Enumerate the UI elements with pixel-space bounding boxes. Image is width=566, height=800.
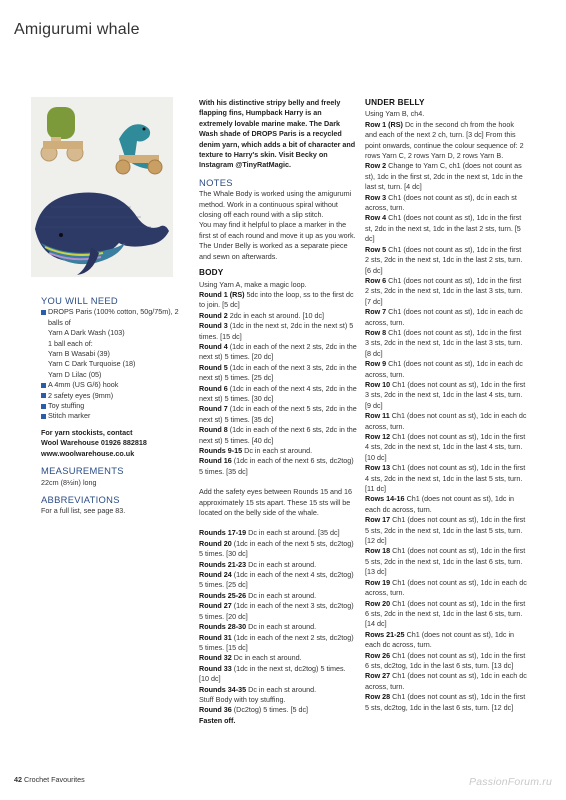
notes-paragraph: The Whale Body is worked using the amigurumi method. Work in a continuous spiral without closing off each round with a slip stitch.	[199, 189, 352, 220]
pattern-row: Rounds 28-30 Dc in each st around.	[199, 622, 317, 632]
pattern-row: Round 33 (1dc in the next st, dc2tog) 5 times. [10 dc]	[199, 663, 346, 684]
pattern-row: Round 27 (1dc in each of the next 3 sts, dc2tog) 5 times. [20 dc]	[199, 601, 354, 621]
eyes-note: Add the safety eyes between Rounds 15 and 16 approximately 15 sts apart. These 15 sts will be located on the belly side of the whale.	[199, 487, 353, 518]
stuff-instruction: Stuff Body with toy stuffing.	[199, 694, 286, 704]
magazine-name: Crochet Favourites	[24, 775, 85, 784]
bullet-square-icon	[41, 414, 46, 419]
pattern-row: Row 1 (RS) Dc in the second ch from the hook and each of the next 2 ch, turn. [3 dc] From this point onwards, continue the colour sequence of: 2 rows Yarn C, 2 rows Yarn D, 2 rows Yarn B.	[365, 119, 524, 161]
pattern-row: Row 9 Ch1 (does not count as st), 1dc in each dc across, turn.	[365, 359, 523, 379]
bullet-square-icon	[41, 404, 46, 409]
round-line: Round 36 (Dc2tog) 5 times. [5 dc]	[199, 705, 309, 715]
pattern-row: Round 6 (1dc in each of the next 4 sts, 2dc in the next st) 5 times. [30 dc]	[199, 383, 357, 403]
pattern-row: Row 19 Ch1 (does not count as st), 1dc in each dc across, turn.	[365, 577, 527, 598]
materials-heading: YOU WILL NEED	[41, 295, 119, 306]
intro-paragraph: With his distinctive stripy belly and freely flapping fins, Humpback Harry is an extremely lovable marine make. The Dark Wash shade of DROPS Paris is a recycled denim yarn, which adds a bit of character and texture to Harry's skin. Visit Becky on Instagram @TinyRatMagic.	[199, 98, 356, 170]
material-item: DROPS Paris (100% cotton, 50g/75m), 2 balls of	[41, 307, 183, 328]
under-belly-heading: UNDER BELLY	[365, 98, 425, 107]
bullet-square-icon	[41, 383, 46, 388]
stockist-info: For yarn stockists, contact Wool Warehouse 01926 882818 www.woolwarehouse.co.uk	[41, 427, 147, 458]
pattern-row: Round 2 2dc in each st around. [10 dc]	[199, 310, 325, 320]
pattern-row: Rows 21-25 Ch1 (does not count as st), 1dc in each dc across, turn.	[365, 629, 515, 650]
pattern-row: Row 26 Ch1 (does not count as st), 1dc in the first 6 sts, dc2tog, 1dc in the last 6 sts, turn. [13 dc]	[365, 650, 526, 670]
material-item: Stitch marker	[41, 411, 183, 421]
pattern-row: Row 6 Ch1 (does not count as st), 1dc in the first 2 sts, 2dc in the next st, 1dc in the last 3 sts, turn. [7 dc]	[365, 275, 523, 306]
material-item: Toy stuffing	[41, 401, 183, 411]
pattern-row: Row 5 Ch1 (does not count as st), 1dc in the first 2 sts, 2dc in the next st, 1dc in the last 2 sts, turn. [6 dc]	[365, 244, 523, 275]
pattern-row: Round 1 (RS) 5dc into the loop, ss to the first dc to join. [5 dc]	[199, 289, 354, 310]
pattern-row: Round 20 (1dc in each of the next 5 sts, dc2tog) 5 times. [30 dc]	[199, 538, 354, 559]
pattern-row: Row 11 Ch1 (does not count as st), 1dc in each dc across, turn.	[365, 411, 527, 431]
materials-column	[41, 296, 183, 517]
measurements-value: 22cm (8½in) long	[41, 477, 97, 487]
page-number: 42	[14, 775, 22, 784]
material-item: Yarn B Wasabi (39)	[48, 349, 110, 359]
material-item: Yarn C Dark Turquoise (18)	[48, 359, 136, 369]
watermark: PassionForum.ru	[469, 776, 552, 788]
pattern-row: Row 27 Ch1 (does not count as st), 1dc in each dc across, turn.	[365, 671, 527, 691]
pattern-row: Rounds 34-35 Dc in each st around.	[199, 684, 317, 694]
page-footer	[14, 775, 85, 784]
pattern-row: Round 31 (1dc in each of the next 2 sts, dc2tog) 5 times. [15 dc]	[199, 632, 354, 652]
material-item: 1 ball each of:	[48, 338, 93, 348]
pattern-row: Row 17 Ch1 (does not count as st), 1dc in the first 5 sts, 2dc in the next st, 1dc in the last 5 sts, turn. [12 dc]	[365, 515, 526, 546]
pattern-row: Rounds 9-15 Dc in each st around.	[199, 446, 313, 455]
pattern-row: Rounds 25-26 Dc in each st around.	[199, 590, 317, 600]
page-title: Amigurumi whale	[14, 21, 140, 38]
material-item: Yarn D Lilac (05)	[48, 369, 102, 379]
body-column	[199, 98, 357, 726]
pattern-row: Round 4 (1dc in each of the next 2 sts, 2dc in the next st) 5 times. [20 dc]	[199, 341, 357, 362]
pattern-row: Row 7 Ch1 (does not count as st), 1dc in each dc across, turn.	[365, 307, 523, 327]
pattern-row: Rows 14-16 Ch1 (does not count as st), 1dc in each dc across, turn.	[365, 494, 515, 514]
under-belly-rows	[365, 120, 527, 713]
notes-paragraph: You may find it helpful to place a marker in the first st of each round and move it up as you work. The Under Belly is worked as a separate piece and sewn on afterwards.	[199, 220, 356, 261]
notes-heading: NOTES	[199, 176, 233, 188]
rounds-list-b	[199, 528, 357, 695]
pattern-row: Round 8 (1dc in each of the next 6 sts, 2dc in the next st) 5 times. [40 dc]	[199, 425, 357, 445]
material-item: Yarn A Dark Wash (103)	[48, 328, 125, 338]
fasten-off: Fasten off.	[199, 715, 236, 725]
pattern-row: Row 20 Ch1 (does not count as st), 1dc in the first 6 sts, 2dc in the next st, 1dc in the last 6 sts, turn. [14 dc]	[365, 598, 526, 629]
bullet-square-icon	[41, 310, 46, 315]
pattern-row: Row 18 Ch1 (does not count as st), 1dc in the first 5 sts, 2dc in the next st, 1dc in the last 6 sts, turn. [13 dc]	[365, 546, 526, 577]
pattern-row: Row 3 Ch1 (does not count as st), dc in each st across, turn.	[365, 192, 517, 213]
material-item: A 4mm (US G/6) hook	[41, 380, 183, 390]
abbreviations-text: For a full list, see page 83.	[41, 506, 126, 516]
pattern-row: Row 10 Ch1 (does not count as st), 1dc in the first 3 sts, 2dc in the next st, 1dc in the last 4 sts, turn. [9 dc]	[365, 379, 526, 410]
pattern-row: Round 32 Dc in each st around.	[199, 653, 302, 663]
pattern-row: Rounds 21-23 Dc in each st around.	[199, 559, 317, 569]
materials-list	[41, 307, 183, 421]
pattern-row: Row 28 Ch1 (does not count as st), 1dc in the first 5 sts, dc2tog, 1dc in the last 6 sts, turn. [12 dc]	[365, 692, 526, 712]
pattern-row: Row 13 Ch1 (does not count as st), 1dc in the first 4 sts, 2dc in the next st, 1dc in the last 5 sts, turn. [11 dc]	[365, 463, 526, 494]
measurements-heading: MEASUREMENTS	[41, 465, 124, 477]
body-heading: BODY	[199, 268, 224, 278]
pattern-row: Round 16 (1dc in each of the next 6 sts, dc2tog) 5 times. [35 dc]	[199, 456, 354, 476]
pattern-row: Round 3 (1dc in the next st, 2dc in the next st) 5 times. [15 dc]	[199, 321, 354, 341]
pattern-row: Round 24 (1dc in each of the next 4 sts, dc2tog) 5 times. [25 dc]	[199, 570, 354, 590]
abbreviations-heading: ABBREVIATIONS	[41, 493, 120, 505]
pattern-row: Row 8 Ch1 (does not count as st), 1dc in the first 3 sts, 2dc in the next st, 1dc in the last 3 sts, turn. [8 dc]	[365, 327, 523, 358]
body-start: Using Yarn A, make a magic loop.	[199, 279, 307, 289]
pattern-row: Row 4 Ch1 (does not count as st), 1dc in the first st, 2dc in the next st, 1dc in the last 2 sts, turn. [5 dc]	[365, 213, 522, 244]
whale-photo	[31, 97, 173, 277]
pattern-row: Row 2 Change to Yarn C, ch1 (does not count as st), 1dc in the first st, 2dc in the next st, 1dc in the last st, turn. [4 dc]	[365, 161, 523, 192]
pattern-row: Round 5 (1dc in each of the next 3 sts, 2dc in the next st) 5 times. [25 dc]	[199, 362, 357, 383]
rounds-list-a	[199, 290, 357, 477]
under-belly-start: Using Yarn B, ch4.	[365, 109, 425, 119]
material-item: 2 safety eyes (9mm)	[41, 391, 183, 401]
pattern-row: Rounds 17-19 Dc in each st around. [35 dc]	[199, 528, 340, 538]
under-belly-column	[365, 98, 527, 713]
whale-illustration	[31, 97, 173, 277]
pattern-row: Round 7 (1dc in each of the next 5 sts, 2dc in the next st) 5 times. [35 dc]	[199, 404, 357, 424]
pattern-row: Row 12 Ch1 (does not count as st), 1dc in the first 4 sts, 2dc in the next st, 1dc in the last 4 sts, turn. [10 dc]	[365, 432, 526, 462]
bullet-square-icon	[41, 393, 46, 398]
